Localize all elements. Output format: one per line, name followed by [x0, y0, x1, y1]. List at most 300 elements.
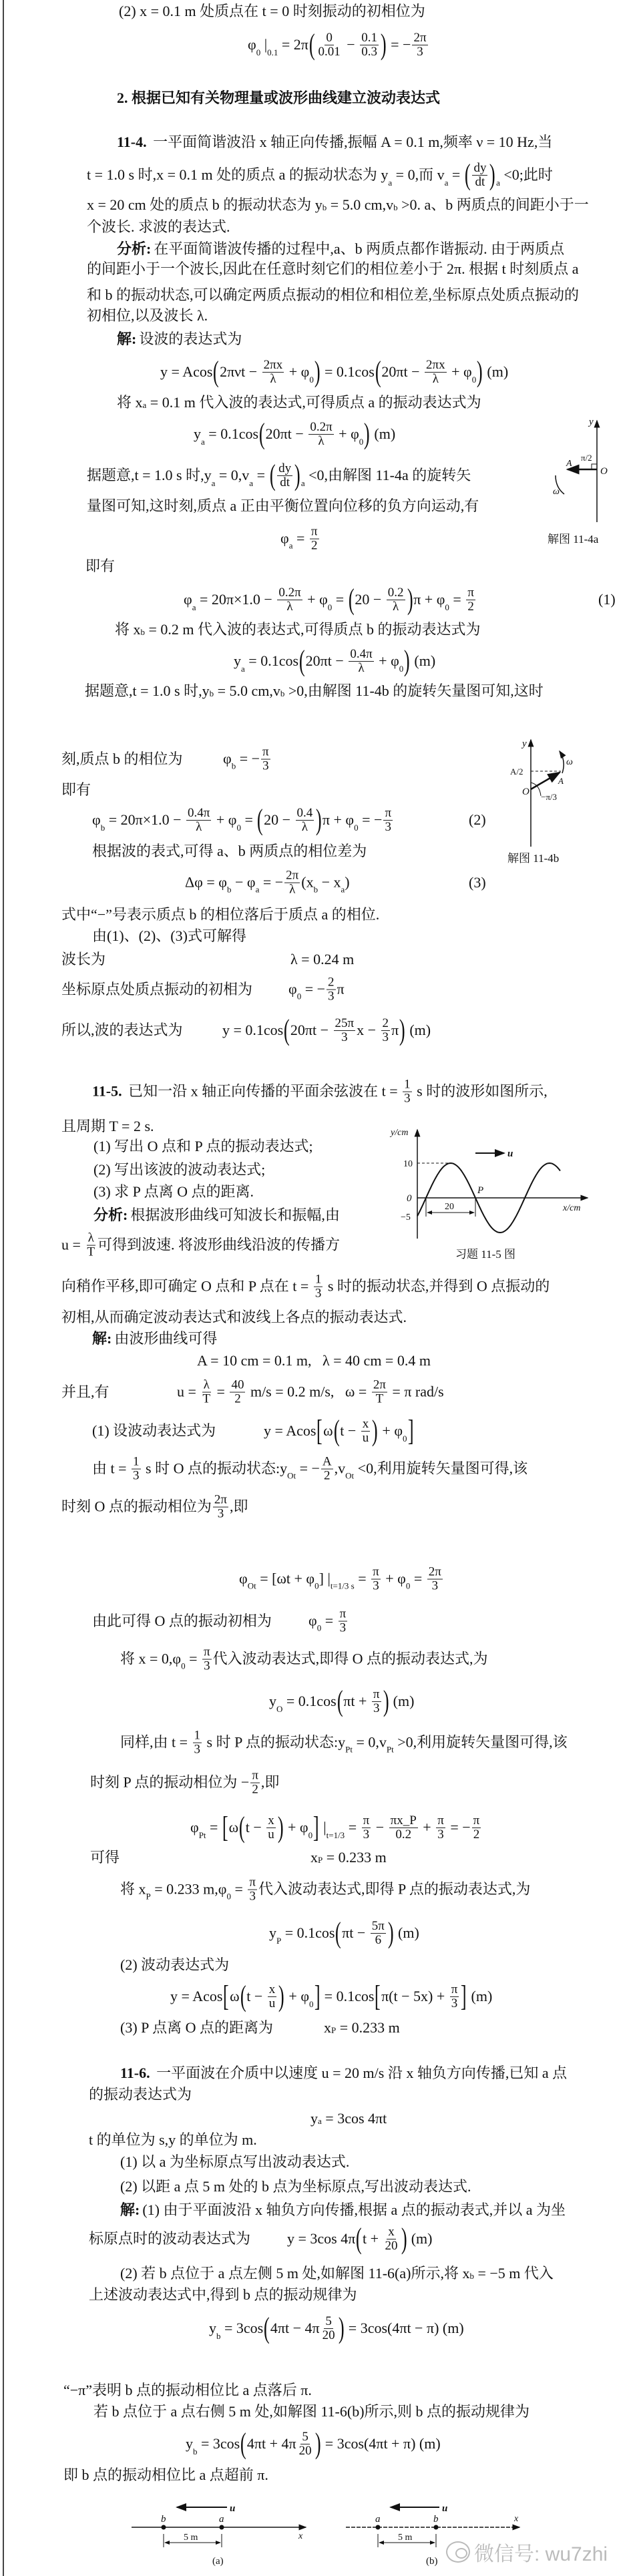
fraction	[85, 1232, 96, 1259]
fraction	[250, 1769, 260, 1797]
subscript: a	[192, 602, 196, 613]
wechat-icon	[446, 2541, 470, 2563]
text-segment: = 0.233 m	[323, 1848, 387, 1866]
text-segment: (m)	[483, 363, 509, 380]
subscript: a	[444, 178, 449, 188]
text-segment: (2) 写出该波的波动表达式;	[93, 1160, 266, 1178]
text-segment: (m)	[405, 1021, 431, 1038]
omega-label: ω	[553, 487, 560, 497]
point-p-label: P	[477, 1185, 484, 1196]
text-segment: A = 10 cm = 0.1 m, λ = 40 cm = 0.4 m	[197, 1351, 431, 1369]
subscript: a	[241, 664, 245, 674]
text-segment: 量图可知,这时刻,质点 a 正由平衡位置向位移的负方向运动,有	[87, 497, 479, 514]
fraction	[436, 1814, 445, 1842]
text-segment: = 3cos	[220, 2319, 264, 2336]
text-segment: y = Acos	[160, 363, 213, 380]
denominator: dt	[280, 475, 290, 489]
bracket: )	[489, 158, 496, 191]
point-a	[220, 2525, 224, 2530]
text-segment: π + φ	[322, 811, 355, 828]
bracket: )	[314, 355, 321, 388]
text-segment: =	[449, 590, 465, 608]
numerator: 2π	[214, 1492, 227, 1507]
text-line	[61, 1309, 407, 1326]
text-segment: 时刻 P 点的振动相位为 −	[90, 1773, 250, 1791]
text-segment: y = Acos	[264, 1422, 316, 1439]
text-segment: t = 1.0 s 时,x = 0.1 m 处的质点 a 的振动状态为 y	[87, 166, 389, 183]
bracket: )	[338, 2312, 345, 2344]
subscript: b	[393, 202, 398, 212]
subscript: b	[226, 884, 232, 895]
text-segment: t +	[363, 2229, 383, 2247]
right-point-label: a	[219, 2514, 224, 2525]
text-line	[89, 2131, 257, 2149]
numerator: π	[373, 1564, 379, 1579]
denominator: 3	[314, 1286, 322, 1301]
fraction	[296, 807, 314, 834]
text-segment: 代入波动表达式,即得 O 点的振动表达式,为	[212, 1650, 488, 1667]
bracket: ]	[407, 1414, 414, 1447]
text-segment: >0,由解图 11-4b 的旋转矢量图可知,这时	[284, 682, 544, 699]
numerator: 0.2π	[310, 419, 333, 434]
text-segment: = 3cos	[197, 2434, 240, 2452]
caption: (a)	[212, 2556, 224, 2567]
text-line	[324, 2019, 400, 2036]
denominator: λ	[393, 599, 399, 614]
bracket: )	[294, 459, 300, 491]
fraction	[384, 2225, 399, 2253]
fraction	[349, 648, 373, 675]
denominator: T	[202, 1391, 211, 1406]
fraction	[193, 1729, 202, 1757]
text-segment: = 0.233 m,φ	[150, 1880, 227, 1898]
numerator: 1	[194, 1728, 201, 1743]
numerator: 0.2	[387, 585, 404, 600]
text-segment: +	[419, 1818, 435, 1836]
text-segment: 20πt −	[265, 425, 308, 442]
u-label: u	[230, 2503, 236, 2514]
bracket: [	[222, 1811, 228, 1844]
bracket: [	[375, 1980, 381, 2012]
text-segment: = [ωt + φ	[256, 1570, 315, 1587]
text-segment: y	[310, 2109, 318, 2127]
text-segment: 和 b 的振动状态,可以确定两质点振动的相位和相位差,坐标原点处质点振动的	[87, 286, 580, 303]
fraction	[361, 1418, 371, 1445]
text-segment: =	[241, 811, 257, 828]
numerator: π	[310, 524, 318, 539]
text-segment: −	[343, 35, 359, 53]
text-segment: ] |	[318, 1570, 331, 1587]
text-segment: = −	[259, 873, 284, 891]
text-segment: = 0.233 m	[336, 2018, 400, 2036]
denominator: 3	[363, 1827, 370, 1842]
text-line	[61, 906, 379, 923]
left-point-label: b	[161, 2514, 166, 2525]
text-segment: = 0.1cos	[282, 1692, 337, 1709]
text-line	[120, 1646, 488, 1673]
text-segment: ,v	[334, 1460, 346, 1477]
numerator: λ	[87, 1231, 94, 1245]
problem-label: 11-5.	[92, 1082, 122, 1100]
text-segment: φ	[308, 1612, 317, 1629]
text-line	[92, 1613, 272, 1630]
numerator: x	[268, 1982, 276, 1996]
denominator: 3	[262, 759, 269, 773]
subscript: Ot	[247, 1580, 256, 1591]
fraction	[389, 1814, 418, 1842]
denominator: λ	[318, 433, 325, 448]
text-segment: = −	[387, 35, 411, 53]
text-segment: + φ	[303, 590, 328, 608]
text-line	[61, 1383, 110, 1401]
omega-arc	[560, 751, 564, 773]
text-line	[93, 1138, 313, 1155]
text-segment: (2) 以距 a 点 5 m 处的 b 点为坐标原点,写出波动表达式.	[120, 2177, 471, 2195]
bracket: [	[223, 1980, 230, 2012]
text-segment: = −	[301, 980, 326, 998]
text-line	[117, 394, 481, 411]
numerator: 5	[302, 2429, 308, 2444]
text-line	[87, 497, 479, 515]
numerator: 5	[325, 2314, 332, 2328]
text-segment: y = 3cos 4π	[287, 2229, 356, 2247]
text-segment: 据题意,t = 1.0 s 时,y	[87, 466, 212, 483]
problem-label: 分析:	[93, 1206, 128, 1223]
tick-10: 10	[403, 1159, 413, 1169]
bracket: (	[298, 644, 305, 677]
bracket: (	[264, 2312, 270, 2344]
text-segment: 向稍作平移,即可确定 O 点和 P 点在 t =	[61, 1277, 312, 1295]
subscript: b	[193, 2446, 198, 2457]
text-segment: = 3cos(4πt − π) (m)	[345, 2319, 464, 2336]
text-line	[119, 3, 425, 20]
bracket: (	[308, 28, 315, 61]
fraction	[277, 586, 302, 614]
numerator: 25π	[335, 1016, 355, 1030]
numerator: 0.1	[361, 30, 377, 45]
text-segment: m/s = 0.2 m/s, ω =	[246, 1383, 371, 1400]
text-segment: + φ	[375, 652, 399, 669]
text-segment: 即有	[61, 781, 91, 798]
numerator: π	[385, 805, 392, 820]
denominator: 3	[437, 1827, 444, 1842]
text-line	[264, 1416, 414, 1446]
bracket: )	[314, 2427, 321, 2460]
denominator: 3	[249, 1889, 256, 1904]
text-line	[190, 1813, 482, 1842]
text-line	[120, 2019, 273, 2036]
bracket: )	[407, 583, 413, 616]
text-segment: 2πνt −	[220, 363, 261, 380]
bracket: )	[404, 644, 410, 677]
text-line	[93, 1183, 254, 1201]
fraction	[371, 1566, 381, 1593]
text-line	[87, 286, 579, 304]
denominator: 20	[298, 2443, 312, 2458]
denominator: 3	[341, 1030, 348, 1044]
text-segment: <0;此时	[499, 166, 553, 183]
numerator: 2π	[428, 1564, 441, 1579]
fraction	[132, 1456, 141, 1483]
fraction	[450, 1983, 459, 2010]
subscript: a	[341, 884, 345, 895]
x-label: x	[298, 2531, 303, 2541]
bracket: (	[464, 158, 471, 191]
fraction	[383, 807, 393, 834]
text-segment: φ	[190, 1818, 199, 1836]
denominator: 0.01	[318, 44, 341, 59]
bracket: (	[284, 1014, 290, 1046]
text-segment: Δφ = φ	[185, 873, 227, 891]
text-segment: x	[310, 1848, 318, 1866]
fraction	[284, 869, 300, 897]
text-segment: (3)	[469, 873, 486, 891]
text-segment: = 2π	[278, 35, 308, 53]
numerator: πx_P	[390, 1813, 417, 1828]
denominator: 3	[373, 1578, 379, 1593]
denominator: 3	[217, 1506, 224, 1521]
text-line	[115, 621, 481, 638]
text-line	[87, 218, 230, 236]
numerator: π	[363, 1813, 370, 1828]
text-segment: |	[319, 1818, 327, 1836]
text-segment: t −	[246, 1987, 266, 2004]
text-segment: 20 −	[264, 811, 294, 828]
text-segment: ,即	[260, 1773, 280, 1791]
text-line	[469, 811, 486, 829]
text-segment: πt +	[343, 1692, 371, 1709]
bracket: (	[240, 2427, 246, 2460]
numerator: π	[473, 1813, 480, 1828]
text-segment: 可得	[90, 1848, 120, 1866]
text-segment: x	[324, 2018, 331, 2036]
fraction	[186, 807, 211, 834]
text-segment: >0. a、b 两质点的间距小于一	[397, 196, 589, 213]
text-segment: (m)	[370, 425, 396, 442]
text-segment: 在平面简谐波传播的过程中,a、b 两质点都作谐振动. 由于两质点	[154, 240, 565, 257]
fraction	[372, 1379, 387, 1406]
text-segment: 波长为	[61, 950, 106, 968]
text-line	[117, 134, 552, 151]
angle-label: −π/3	[541, 792, 558, 802]
subscript: 0	[181, 1661, 186, 1671]
numerator: π	[339, 1606, 347, 1621]
denominator: λ	[196, 819, 202, 834]
text-segment: 一平面简谐波沿 x 轴正向传播,振幅 A = 0.1 m,频率 ν = 10 Hz,当	[149, 133, 553, 150]
denominator: 6	[375, 1932, 382, 1947]
subscript: b	[322, 202, 327, 212]
text-segment: = 0.2 m 代入波的表达式,可得质点 b 的振动表达式为	[145, 620, 481, 638]
problem-label: 解:	[92, 1329, 112, 1347]
text-segment: = 20π×1.0 −	[105, 811, 186, 828]
text-segment: (m)	[394, 1924, 419, 1941]
bracket: )	[380, 28, 387, 61]
text-line	[598, 591, 616, 608]
text-line	[87, 307, 208, 325]
tick-minus5: −5	[401, 1213, 411, 1223]
fraction	[308, 421, 333, 448]
text-segment: π	[337, 980, 345, 998]
text-segment: 可得到波速. 将波形曲线沿波的传播方	[97, 1236, 341, 1253]
bracket: )	[372, 1414, 378, 1447]
text-segment: = −	[296, 1460, 320, 1477]
denominator: dt	[475, 174, 485, 189]
text-segment: 将 x	[120, 1880, 146, 1898]
fraction	[403, 1078, 412, 1106]
numerator: 0.4	[296, 805, 313, 820]
numerator: 2π	[373, 1377, 386, 1392]
numerator: 0.4π	[188, 805, 210, 820]
bracket: (	[239, 1811, 245, 1844]
text-line	[92, 1422, 216, 1440]
text-segment: (2) 若 b 点位于 a 点左侧 5 m 处,如解图 11-6(a)所示,将 x	[120, 2264, 470, 2282]
denominator: T	[87, 1245, 95, 1259]
distance-label: 20	[445, 1202, 454, 1212]
denominator: λ	[289, 882, 296, 897]
problem-label: 分析:	[117, 240, 152, 257]
fraction	[321, 1456, 333, 1483]
denominator: 2	[467, 599, 474, 614]
text-segment: s 时 P 点的振动状态:y	[203, 1733, 346, 1751]
text-segment: 式中“−”号表示质点 b 的相位落后于质点 a 的相位.	[61, 905, 380, 923]
text-segment: y	[186, 2434, 193, 2452]
text-line	[92, 843, 367, 860]
text-line	[117, 240, 564, 258]
text-segment: =	[230, 1880, 247, 1898]
subscript: 0	[354, 823, 359, 833]
fraction	[321, 2315, 337, 2342]
text-line	[310, 1849, 387, 1866]
subscript: 0	[405, 1580, 411, 1591]
text-line	[209, 2314, 464, 2343]
denominator: 20	[385, 2238, 398, 2253]
text-line	[61, 750, 183, 768]
text-segment: )	[345, 873, 350, 891]
subscript: Pt	[345, 1744, 353, 1755]
fraction	[298, 2430, 313, 2458]
fraction	[427, 1566, 443, 1593]
denominator: 3	[373, 1701, 380, 1715]
text-line	[469, 874, 486, 891]
text-segment: πt −	[342, 1924, 369, 1941]
text-segment: 2. 根据已知有关物理量或波形曲线建立波动表达式	[117, 89, 441, 106]
text-segment: (1) 设波动表达式为	[92, 1422, 216, 1439]
text-segment: y	[209, 2319, 216, 2336]
angle-label: π/2	[581, 453, 592, 463]
text-line	[194, 419, 395, 449]
subscript: 0	[309, 375, 314, 385]
text-line	[120, 2265, 554, 2282]
numerator: 0.4π	[350, 646, 373, 661]
denominator: λ	[358, 660, 365, 675]
text-segment: = 0.1 m 代入波的表达式,可得质点 a 的振动表达式为	[146, 393, 481, 411]
text-segment: 由 t =	[92, 1460, 131, 1477]
text-line	[248, 30, 429, 59]
text-segment: + φ	[378, 1422, 403, 1439]
bracket: ]	[314, 1980, 321, 2012]
text-segment: 且周期 T = 2 s.	[61, 1117, 154, 1134]
text-line	[92, 1078, 548, 1106]
bracket: (	[213, 355, 220, 388]
denominator: 20	[322, 2328, 335, 2342]
text-segment: =	[253, 466, 269, 483]
text-segment: 时刻 O 点的振动相位为	[61, 1498, 212, 1515]
text-segment: = −5 m 代入	[473, 2264, 554, 2282]
denominator: 3	[431, 1578, 439, 1593]
problem-label: 解:	[120, 2201, 140, 2218]
caption: 习题 11-5 图	[455, 1248, 516, 1261]
text-line	[87, 260, 579, 278]
subscript: a	[318, 2115, 322, 2126]
text-segment: t 的单位为 s,y 的单位为 m.	[89, 2131, 257, 2148]
subscript: a	[300, 478, 305, 489]
fraction	[201, 1379, 212, 1406]
numerator: 40	[231, 1377, 244, 1392]
bracket: (	[375, 355, 381, 388]
text-segment: 个波长. 求波的表达式.	[87, 218, 230, 235]
text-segment: x = 20 cm 处的质点 b 的振动状态为 y	[87, 196, 323, 213]
fraction	[339, 1608, 348, 1635]
text-segment: 设波的表达式为	[139, 330, 242, 347]
y-axis-label: y/cm	[391, 1128, 409, 1138]
text-segment: = 0.1cos	[321, 1987, 375, 2004]
text-segment: 同样,由 t =	[120, 1733, 192, 1751]
denominator: λ	[432, 371, 439, 386]
text-line	[239, 1566, 444, 1593]
text-segment: φ	[239, 1570, 248, 1587]
text-line	[185, 869, 350, 897]
text-segment: (3) P 点离 O 点的距离为	[120, 2018, 273, 2036]
numerator: 1	[133, 1454, 140, 1469]
text-segment: s 时的振动状态,并得到 O 点振动的	[324, 1277, 550, 1295]
fraction	[371, 1920, 386, 1947]
subscript: P	[146, 1891, 151, 1902]
fraction	[381, 1017, 391, 1044]
text-line	[85, 682, 544, 700]
fraction	[310, 525, 319, 553]
denominator: 3	[133, 1468, 140, 1483]
numerator: π	[204, 1645, 210, 1659]
numerator: 1	[314, 1272, 322, 1287]
fraction	[327, 976, 336, 1004]
denominator: 3	[417, 44, 423, 59]
text-line	[87, 461, 471, 490]
fraction	[425, 359, 447, 386]
omega-label: ω	[566, 757, 573, 767]
fraction	[334, 1017, 356, 1044]
subscript: a	[211, 478, 216, 489]
text-line	[177, 1379, 444, 1406]
text-line	[234, 646, 435, 676]
text-segment: =	[206, 1818, 222, 1836]
text-segment: (2) 波动表达式为	[120, 1956, 230, 1973]
point-a	[376, 2525, 381, 2530]
point-b	[434, 2525, 439, 2530]
denominator: 3	[204, 1659, 210, 1673]
text-segment: = 5.0 cm,v	[327, 196, 394, 213]
text-segment: (m)	[389, 1692, 415, 1709]
numerator: π	[451, 1982, 458, 1996]
distance-label: 5 m	[184, 2533, 198, 2543]
denominator: λ	[301, 819, 308, 834]
bracket: (	[337, 1685, 343, 1717]
text-line	[120, 2178, 471, 2195]
text-line	[120, 2065, 567, 2082]
text-segment: 据题意,t = 1.0 s 时,y	[85, 682, 210, 699]
subscript: a	[201, 437, 205, 447]
text-segment: + φ	[335, 425, 359, 442]
text-line	[197, 1352, 431, 1369]
